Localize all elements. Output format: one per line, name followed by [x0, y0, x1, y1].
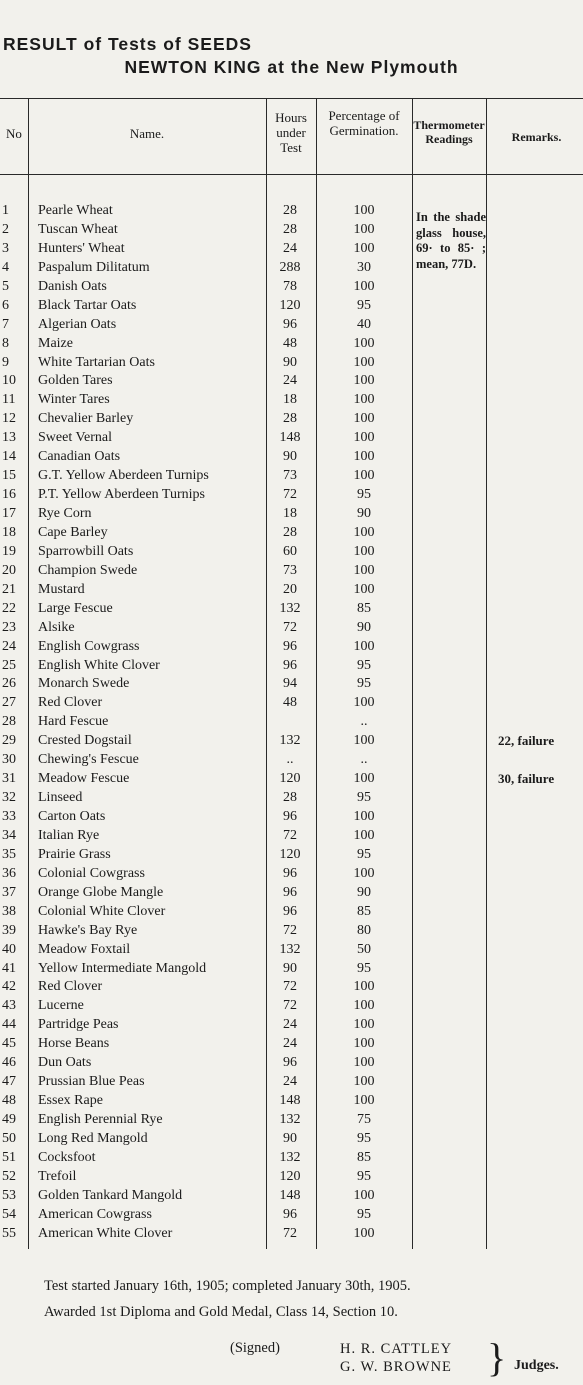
hours-under-test: 28 [283, 411, 297, 427]
seed-name: Prussian Blue Peas [38, 1074, 145, 1090]
hours-under-test: 132 [279, 1149, 301, 1165]
hours-under-test: 132 [279, 941, 301, 957]
seed-name: Prairie Grass [38, 846, 111, 862]
table-row [0, 410, 583, 429]
germination-percentage: .. [360, 752, 368, 768]
hours-under-test: 132 [279, 600, 301, 616]
seed-name: P.T. Yellow Aberdeen Turnips [38, 487, 205, 503]
table-row [0, 429, 583, 448]
hours-under-test: 148 [279, 430, 301, 446]
row-number: 28 [2, 714, 16, 730]
seed-name: Essex Rape [38, 1093, 103, 1109]
table-row [0, 1187, 583, 1206]
table-row [0, 1225, 583, 1244]
seed-table [0, 202, 583, 1244]
row-number: 46 [2, 1055, 16, 1071]
table-row [0, 846, 583, 865]
seed-name: American White Clover [38, 1225, 173, 1241]
row-number: 31 [2, 771, 16, 787]
row-number: 6 [2, 297, 9, 313]
table-row [0, 1206, 583, 1225]
row-number: 2 [2, 221, 9, 237]
table-row [0, 884, 583, 903]
germination-percentage: 85 [357, 903, 371, 919]
table-row [0, 391, 583, 410]
seed-name: Tuscan Wheat [38, 221, 118, 237]
hours-under-test: 28 [283, 790, 297, 806]
header-top-rule [0, 98, 583, 99]
seed-name: Partridge Peas [38, 1017, 119, 1033]
row-number: 55 [2, 1225, 16, 1241]
header-percentage: Percentage of Germination. [328, 108, 400, 138]
germination-percentage: 100 [353, 468, 375, 484]
table-row [0, 600, 583, 619]
hours-under-test: 90 [283, 1130, 297, 1146]
table-row [0, 1073, 583, 1092]
row-number: 36 [2, 865, 16, 881]
seed-name: English White Clover [38, 657, 160, 673]
seed-name: Red Clover [38, 979, 103, 995]
hours-under-test: 72 [283, 998, 297, 1014]
hours-under-test: 148 [279, 1093, 301, 1109]
table-row [0, 638, 583, 657]
germination-percentage: 95 [357, 846, 371, 862]
table-row [0, 278, 583, 297]
table-row [0, 1111, 583, 1130]
header-thermometer: Thermometer Readings [413, 118, 485, 146]
germination-percentage: 100 [353, 638, 375, 654]
seed-name: White Tartarian Oats [38, 354, 155, 370]
seed-name: Golden Tankard Mangold [38, 1187, 183, 1203]
row-number: 49 [2, 1112, 16, 1127]
row-number: 50 [2, 1130, 16, 1146]
seed-name: G.T. Yellow Aberdeen Turnips [38, 468, 209, 484]
seed-name: Large Fescue [38, 600, 113, 616]
seed-name: Lucerne [38, 998, 84, 1014]
germination-percentage: 100 [353, 449, 375, 465]
germination-percentage: 100 [353, 221, 375, 237]
seed-name: Canadian Oats [38, 449, 121, 465]
row-number: 43 [2, 998, 16, 1014]
seed-name: Black Tartar Oats [38, 297, 137, 313]
hours-under-test: 18 [283, 506, 297, 521]
judge-2: G. W. BROWNE [340, 1359, 452, 1375]
seed-name: Champion Swede [38, 562, 138, 578]
germination-percentage: 30 [357, 259, 371, 275]
hours-under-test: 148 [279, 1187, 301, 1203]
table-row [0, 448, 583, 467]
germination-percentage: 90 [357, 619, 371, 635]
table-row [0, 978, 583, 997]
hours-under-test: 60 [283, 543, 297, 559]
seed-name: Chewing's Fescue [38, 752, 139, 768]
hours-under-test: 90 [283, 449, 297, 465]
seed-name: Alsike [38, 619, 75, 635]
seed-name: Long Red Mangold [38, 1130, 148, 1146]
germination-percentage: 100 [353, 203, 375, 218]
germination-percentage: 95 [357, 657, 371, 673]
table-row [0, 770, 583, 789]
remark: 22, failure [498, 733, 555, 749]
table-row [0, 732, 583, 751]
seed-name: Danish Oats [38, 278, 107, 294]
table-row [0, 960, 583, 979]
germination-percentage: 100 [353, 1055, 375, 1071]
hours-under-test: 18 [283, 392, 297, 408]
germination-percentage: 100 [353, 771, 375, 787]
germination-percentage: 100 [353, 979, 375, 995]
seed-name: Carton Oats [38, 809, 106, 824]
seed-name: Hunters' Wheat [38, 240, 125, 256]
title-line-2: NEWTON KING at the New Plymouth [124, 57, 459, 77]
germination-percentage: 100 [353, 411, 375, 427]
seed-name: Cape Barley [38, 524, 108, 540]
germination-percentage: 95 [357, 1168, 371, 1184]
table-row [0, 486, 583, 505]
germination-percentage: 100 [353, 809, 375, 824]
hours-under-test: 120 [279, 297, 301, 313]
table-row [0, 259, 583, 278]
germination-percentage: 100 [353, 1187, 375, 1203]
hours-under-test: 96 [283, 638, 297, 654]
hours-under-test: 288 [279, 259, 301, 275]
seed-name: Linseed [38, 790, 83, 806]
seed-name: Sweet Vernal [38, 430, 112, 446]
row-number: 21 [2, 581, 16, 597]
table-row [0, 922, 583, 941]
row-number: 27 [2, 695, 16, 711]
germination-percentage: 100 [353, 335, 375, 351]
hours-under-test: 132 [279, 1112, 301, 1127]
seed-name: English Perennial Rye [38, 1112, 163, 1127]
hours-under-test: 120 [279, 846, 301, 862]
table-row [0, 543, 583, 562]
germination-percentage: 100 [353, 1093, 375, 1109]
seed-name: Cocksfoot [38, 1149, 96, 1165]
row-number: 37 [2, 884, 16, 900]
germination-percentage: 95 [357, 487, 371, 503]
row-number: 13 [2, 430, 16, 446]
hours-under-test: 90 [283, 354, 297, 370]
germination-percentage: 100 [353, 865, 375, 881]
germination-percentage: 95 [357, 297, 371, 313]
hours-under-test: 28 [283, 203, 297, 218]
germination-percentage: 100 [353, 1017, 375, 1033]
germination-percentage: 75 [357, 1112, 371, 1127]
row-number: 38 [2, 903, 16, 919]
table-row [0, 1168, 583, 1187]
table-row [0, 505, 583, 524]
row-number: 19 [2, 543, 16, 559]
row-number: 7 [2, 316, 9, 332]
row-number: 35 [2, 846, 16, 862]
row-number: 3 [2, 240, 9, 256]
table-row [0, 1016, 583, 1035]
hours-under-test: 96 [283, 865, 297, 881]
row-number: 10 [2, 373, 16, 389]
germination-percentage: 100 [353, 1074, 375, 1090]
table-row [0, 1035, 583, 1054]
hours-under-test: 20 [283, 581, 297, 597]
row-number: 12 [2, 411, 16, 427]
germination-percentage: 85 [357, 600, 371, 616]
header-no: No [6, 126, 22, 141]
table-row [0, 562, 583, 581]
row-number: 5 [2, 278, 9, 294]
hours-under-test: 48 [283, 695, 297, 711]
table-row [0, 467, 583, 486]
hours-under-test: 72 [283, 1225, 297, 1241]
brace-icon: } [487, 1335, 507, 1380]
row-number: 45 [2, 1036, 16, 1052]
row-number: 34 [2, 827, 16, 843]
hours-under-test: 96 [283, 809, 297, 824]
table-row [0, 941, 583, 960]
table-row [0, 316, 583, 335]
hours-under-test: 24 [283, 373, 297, 389]
germination-percentage: 100 [353, 1225, 375, 1241]
seed-name: Golden Tares [38, 373, 113, 389]
row-number: 51 [2, 1149, 16, 1165]
seed-name: American Cowgrass [38, 1206, 152, 1222]
hours-under-test: 28 [283, 221, 297, 237]
hours-under-test: 90 [283, 960, 297, 976]
row-number: 22 [2, 600, 16, 616]
hours-under-test: 96 [283, 316, 297, 332]
seed-name: Colonial White Clover [38, 903, 166, 919]
title-line-1: RESULT of Tests of SEEDS [3, 34, 252, 54]
table-row [0, 657, 583, 676]
table-row [0, 694, 583, 713]
row-number: 52 [2, 1168, 16, 1184]
germination-percentage: 100 [353, 543, 375, 559]
footer-award: Awarded 1st Diploma and Gold Medal, Class 14, Section 10. [44, 1304, 398, 1320]
row-number: 42 [2, 979, 16, 995]
table-row [0, 751, 583, 770]
germination-percentage: 85 [357, 1149, 371, 1165]
row-number: 16 [2, 487, 16, 503]
hours-under-test: 78 [283, 278, 297, 294]
germination-percentage: 100 [353, 827, 375, 843]
hours-under-test: 48 [283, 335, 297, 351]
germination-percentage: 100 [353, 524, 375, 540]
seed-name: Dun Oats [38, 1055, 92, 1071]
table-row [0, 372, 583, 391]
table-row [0, 997, 583, 1016]
header-name: Name. [129, 126, 165, 141]
header-hours: Hours under Test [275, 110, 307, 155]
table-row [0, 221, 583, 240]
seed-name: Maize [38, 335, 73, 351]
seed-name: Yellow Intermediate Mangold [38, 960, 207, 976]
table-row [0, 675, 583, 694]
row-number: 14 [2, 449, 16, 465]
row-number: 25 [2, 657, 16, 673]
seed-name: Crested Dogstail [38, 733, 132, 749]
germination-percentage: 100 [353, 695, 375, 711]
table-row [0, 335, 583, 354]
hours-under-test: 72 [283, 619, 297, 635]
row-number: 48 [2, 1093, 16, 1109]
germination-percentage: 100 [353, 581, 375, 597]
table-row [0, 240, 583, 259]
hours-under-test: 96 [283, 884, 297, 900]
row-number: 53 [2, 1187, 16, 1203]
seed-name: Chevalier Barley [38, 411, 134, 427]
table-row [0, 1054, 583, 1073]
seed-name: Meadow Foxtail [38, 941, 131, 957]
row-number: 47 [2, 1074, 16, 1090]
germination-percentage: 100 [353, 373, 375, 389]
hours-under-test: 96 [283, 1055, 297, 1071]
signed-label: (Signed) [230, 1340, 280, 1356]
germination-percentage: 100 [353, 998, 375, 1014]
table-row [0, 713, 583, 732]
row-number: 44 [2, 1017, 16, 1033]
table-row [0, 524, 583, 543]
seed-name: Mustard [38, 581, 85, 597]
judges-names [340, 1340, 452, 1376]
germination-percentage: 80 [357, 922, 371, 938]
germination-percentage: 95 [357, 1130, 371, 1146]
hours-under-test: 94 [283, 676, 297, 692]
table-row [0, 619, 583, 638]
table-row [0, 1149, 583, 1168]
row-number: 18 [2, 524, 16, 540]
hours-under-test: 120 [279, 771, 301, 787]
hours-under-test: 72 [283, 487, 297, 503]
table-row [0, 808, 583, 827]
germination-percentage: 90 [357, 506, 371, 521]
seed-name: Hard Fescue [38, 714, 109, 730]
germination-percentage: 100 [353, 1036, 375, 1052]
judges-label: Judges. [514, 1358, 559, 1373]
hours-under-test: 72 [283, 922, 297, 938]
hours-under-test: 24 [283, 1074, 297, 1090]
row-number: 41 [2, 960, 16, 976]
germination-percentage: 90 [357, 884, 371, 900]
seed-name: Paspalum Dilitatum [38, 259, 150, 275]
hours-under-test: 24 [283, 1036, 297, 1052]
hours-under-test: 96 [283, 1206, 297, 1222]
germination-percentage: 100 [353, 240, 375, 256]
row-number: 24 [2, 638, 16, 654]
seed-name: Trefoil [38, 1168, 77, 1184]
table-row [0, 202, 583, 221]
row-number: 30 [2, 752, 16, 768]
row-number: 26 [2, 676, 16, 692]
row-number: 23 [2, 619, 16, 635]
seed-name: Hawke's Bay Rye [38, 922, 138, 938]
row-number: 32 [2, 790, 16, 806]
row-number: 29 [2, 733, 16, 749]
row-number: 11 [2, 392, 16, 408]
seed-name: Algerian Oats [38, 316, 117, 332]
germination-percentage: 95 [357, 1206, 371, 1222]
thermometer-note: In the shade glass house, 69· to 85· ; mean, 77D. [416, 210, 486, 271]
table-row [0, 297, 583, 316]
judge-1: H. R. CATTLEY [340, 1341, 453, 1357]
seed-name: Red Clover [38, 695, 103, 711]
row-number: 1 [2, 203, 9, 218]
seed-name: Horse Beans [38, 1036, 110, 1052]
table-row [0, 903, 583, 922]
seed-name: Rye Corn [38, 506, 92, 521]
table-row [0, 1092, 583, 1111]
table-row [0, 827, 583, 846]
seed-name: Colonial Cowgrass [38, 865, 145, 881]
germination-percentage: 40 [357, 316, 371, 332]
row-number: 39 [2, 922, 16, 938]
germination-percentage: 100 [353, 278, 375, 294]
row-number: 9 [2, 354, 9, 370]
seed-name: Sparrowbill Oats [38, 543, 134, 559]
row-number: 54 [2, 1206, 16, 1222]
hours-under-test: 96 [283, 657, 297, 673]
germination-percentage: 100 [353, 562, 375, 578]
row-number: 20 [2, 562, 16, 578]
hours-under-test: 72 [283, 979, 297, 995]
germination-percentage: 95 [357, 960, 371, 976]
table-row [0, 789, 583, 808]
seed-name: English Cowgrass [38, 638, 140, 654]
hours-under-test: 72 [283, 827, 297, 843]
germination-percentage: 100 [353, 430, 375, 446]
header-remarks: Remarks. [511, 130, 562, 144]
seed-name: Orange Globe Mangle [38, 884, 164, 900]
hours-under-test: 96 [283, 903, 297, 919]
hours-under-test: 73 [283, 468, 297, 484]
hours-under-test: 73 [283, 562, 297, 578]
hours-under-test: 132 [279, 733, 301, 749]
hours-under-test: 28 [283, 524, 297, 540]
remark: 30, failure [498, 771, 555, 787]
germination-percentage: .. [360, 714, 368, 730]
row-number: 40 [2, 941, 16, 957]
table-row [0, 1130, 583, 1149]
table-row [0, 581, 583, 600]
hours-under-test: 24 [283, 240, 297, 256]
row-number: 8 [2, 335, 9, 351]
germination-percentage: 100 [353, 354, 375, 370]
germination-percentage: 95 [357, 790, 371, 806]
hours-under-test: 120 [279, 1168, 301, 1184]
seed-name: Meadow Fescue [38, 771, 130, 787]
table-row [0, 354, 583, 373]
row-number: 33 [2, 809, 16, 824]
row-number: 4 [2, 259, 9, 275]
germination-percentage: 100 [353, 392, 375, 408]
table-row [0, 865, 583, 884]
row-number: 15 [2, 468, 16, 484]
hours-under-test: 24 [283, 1017, 297, 1033]
germination-percentage: 95 [357, 676, 371, 692]
row-number: 17 [2, 506, 16, 521]
germination-percentage: 50 [357, 941, 371, 957]
hours-under-test: .. [286, 752, 294, 768]
footer-test-dates: Test started January 16th, 1905; completed January 30th, 1905. [44, 1278, 411, 1294]
seed-name: Pearle Wheat [38, 203, 113, 218]
header-bottom-rule [0, 174, 583, 175]
seed-name: Monarch Swede [38, 676, 130, 692]
seed-name: Winter Tares [38, 392, 110, 408]
germination-percentage: 100 [353, 733, 375, 749]
seed-name: Italian Rye [38, 827, 100, 843]
